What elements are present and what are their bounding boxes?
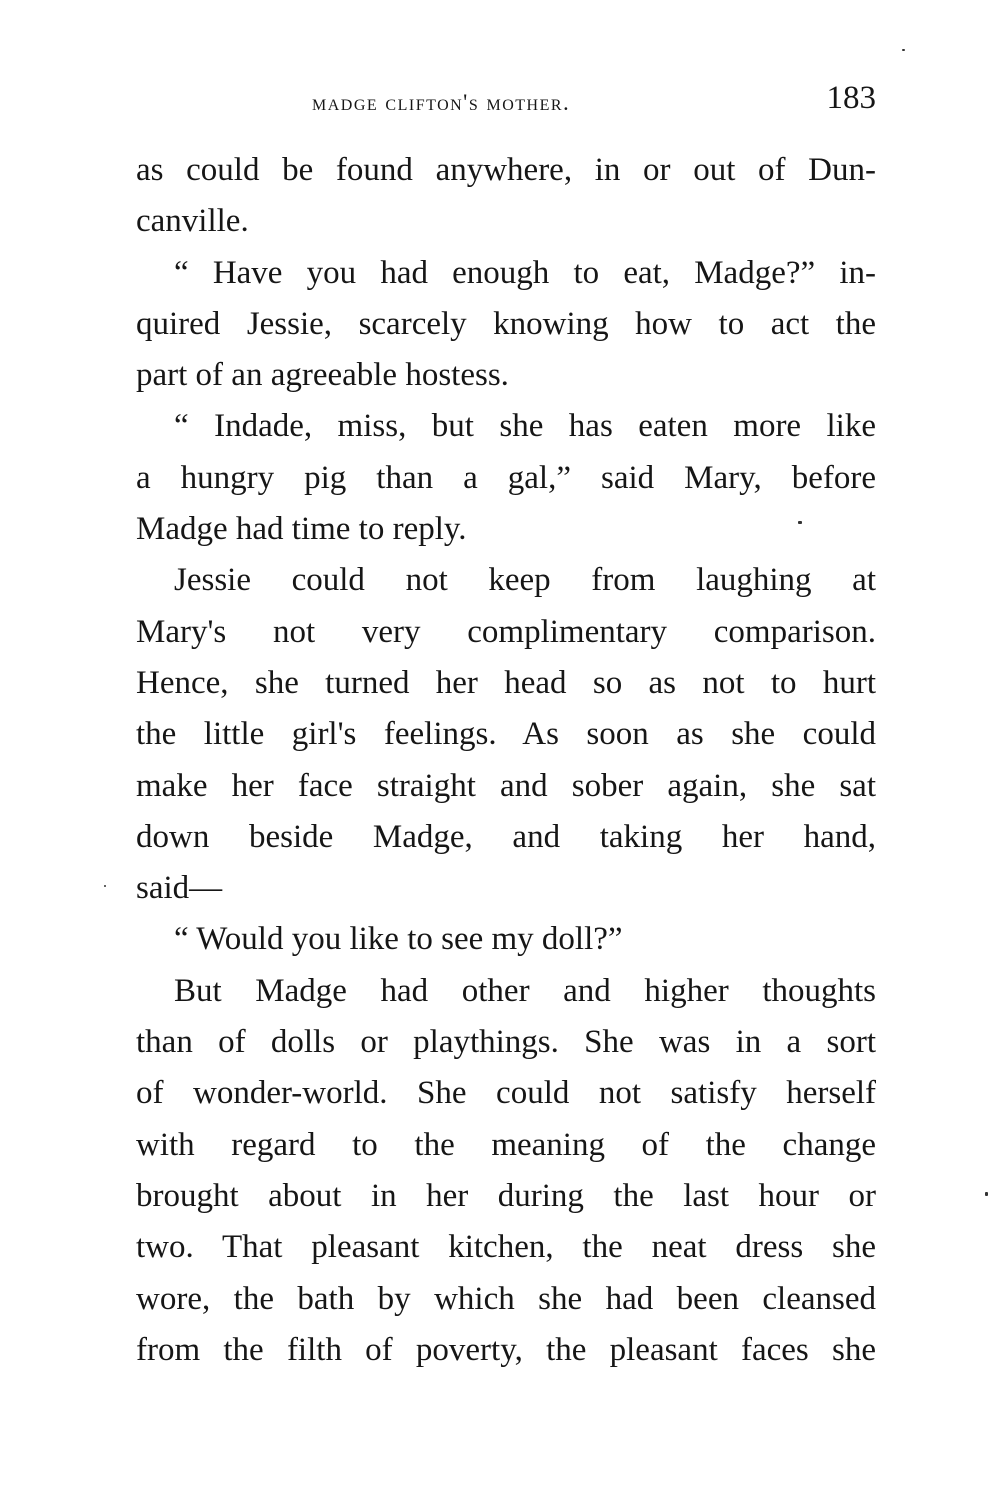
running-head: madge clifton's mother.: [312, 90, 571, 115]
body-text: [136, 145, 876, 1376]
text-line: as could be found anywhere, in or out of Dun-: [136, 152, 876, 188]
text-line: make her face straight and sober again, she sat: [136, 767, 876, 804]
print-speck: [104, 885, 106, 887]
text-line: Mary's not very complimentary comparison.: [136, 613, 876, 650]
page-header: [136, 76, 876, 124]
text-line: Hence, she turned her head so as not to hurt: [136, 664, 876, 701]
text-line: of wonder-world. She could not satisfy herself: [136, 1075, 876, 1112]
text-line: than of dolls or playthings. She was in a sort: [136, 1024, 876, 1061]
text-line: But Madge had other and higher thoughts: [174, 972, 876, 1009]
print-speck: [985, 1192, 988, 1196]
print-speck: [902, 49, 905, 51]
text-line: Madge had time to reply.: [136, 511, 467, 548]
text-line: from the filth of poverty, the pleasant faces she: [136, 1331, 876, 1368]
text-line: brought about in her during the last hour or: [136, 1177, 876, 1214]
text-line: a hungry pig than a gal,” said Mary, before: [136, 459, 876, 496]
text-line: Jessie could not keep from laughing at: [174, 562, 876, 599]
page-number: 183: [826, 80, 876, 116]
text-line: the little girl's feelings. As soon as she could: [136, 716, 876, 753]
text-line: canville.: [136, 203, 249, 240]
text-line: two. That pleasant kitchen, the neat dress she: [136, 1229, 876, 1266]
text-line: down beside Madge, and taking her hand,: [136, 818, 876, 855]
text-line: wore, the bath by which she had been cleansed: [136, 1280, 876, 1317]
text-line: “ Indade, miss, but she has eaten more like: [174, 408, 876, 445]
text-line: with regard to the meaning of the change: [136, 1126, 876, 1163]
text-line: “ Have you had enough to eat, Madge?” in-: [174, 254, 876, 291]
text-line: said—: [136, 870, 223, 907]
text-line: “ Would you like to see my doll?”: [174, 921, 623, 958]
text-line: quired Jessie, scarcely knowing how to act the: [136, 305, 876, 342]
print-speck: [798, 521, 802, 524]
text-line: part of an agreeable hostess.: [136, 357, 509, 394]
